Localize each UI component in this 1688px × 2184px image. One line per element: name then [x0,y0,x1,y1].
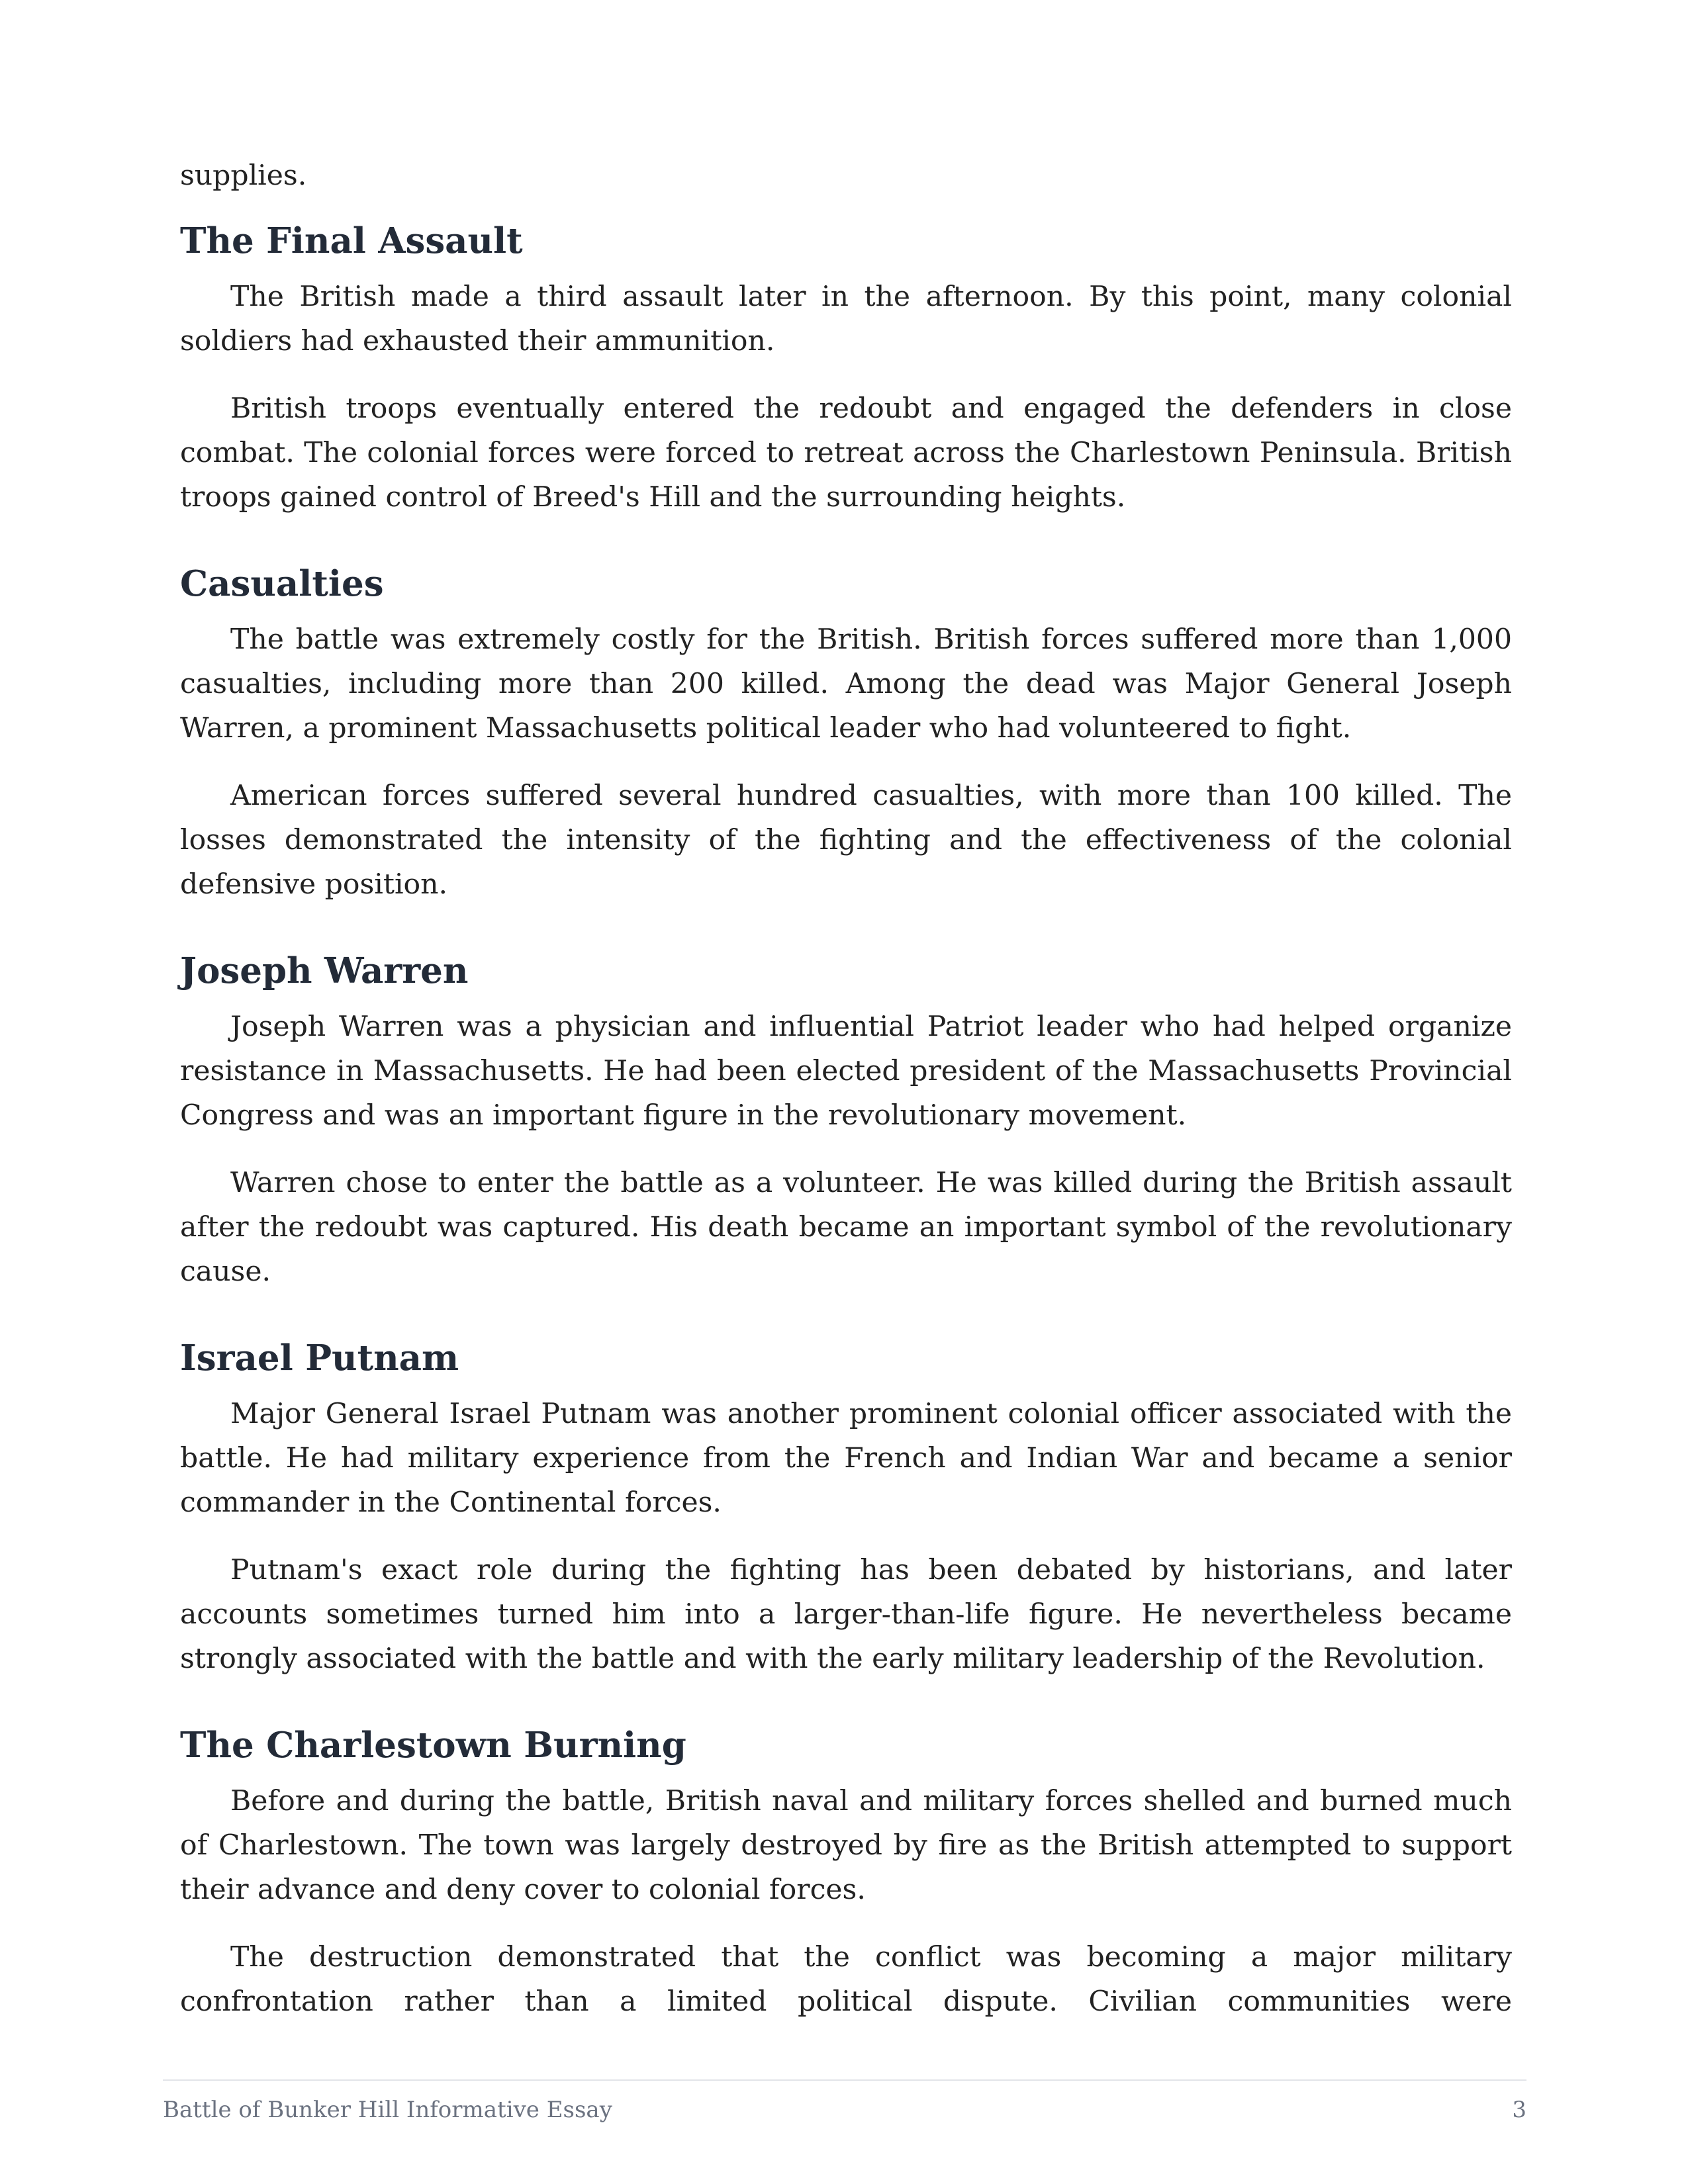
section-joseph-warren [180,948,1512,1294]
page-body [180,154,1512,2024]
paragraph: Before and during the battle, British naval and military forces shelled and burned much of Charlestown. The town was largely destroyed by fire as the British attempted to support their advance and deny cover to colonial forces. [180,1785,1512,1906]
paragraph: Major General Israel Putnam was another prominent colonial officer associated with the battle. He had military experience from the French and Indian War and became a senior commander in the Continental forces. [180,1398,1512,1519]
footer-page-number: 3 [1512,2097,1526,2123]
section-heading: Israel Putnam [180,1338,459,1379]
paragraph: The British made a third assault later in the afternoon. By this point, many colonial soldiers had exhausted their ammunition. [180,281,1512,357]
continued-paragraph: supplies. [180,159,307,192]
section-charlestown-burning [180,1722,1512,2024]
paragraph: American forces suffered several hundred casualties, with more than 100 killed. The losses demonstrated the intensity of the fighting and the effectiveness of the colonial defensive position. [180,780,1512,901]
footer-document-title: Battle of Bunker Hill Informative Essay [163,2097,612,2123]
paragraph: The destruction demonstrated that the conflict was becoming a major military confrontation rather than a limited political dispute. Civilian communities were [180,1941,1512,2018]
paragraph: The battle was extremely costly for the British. British forces suffered more than 1,000 casualties, including more than 200 killed. Among the dead was Major General Joseph Warren, a prominent Massachusetts political leader who had volunteered to fight. [180,623,1512,745]
section-israel-putnam [180,1335,1512,1681]
section-heading: The Final Assault [180,220,523,261]
section-heading: The Charlestown Burning [180,1725,686,1766]
paragraph: Putnam's exact role during the fighting has been debated by historians, and later accounts sometimes turned him into a larger-than-life figure. He nevertheless became strongly associated with the battle and with the early military leadership of the Revolution. [180,1554,1512,1675]
section-heading: Casualties [180,563,384,604]
section-heading: Joseph Warren [180,950,469,991]
section-casualties [180,561,1512,907]
paragraph: Warren chose to enter the battle as a volunteer. He was killed during the British assault after the redoubt was captured. His death became an important symbol of the revolutionary cause. [180,1167,1512,1288]
footer-divider [163,2079,1526,2081]
paragraph: Joseph Warren was a physician and influential Patriot leader who had helped organize resistance in Massachusetts. He had been elected president of the Massachusetts Provincial Congress and was an important figure in the revolutionary movement. [180,1011,1512,1132]
section-final-assault [180,218,1512,520]
paragraph: British troops eventually entered the redoubt and engaged the defenders in close combat. The colonial forces were forced to retreat across the Charlestown Peninsula. British troops gained control of Breed's Hill and the surrounding heights. [180,392,1512,514]
